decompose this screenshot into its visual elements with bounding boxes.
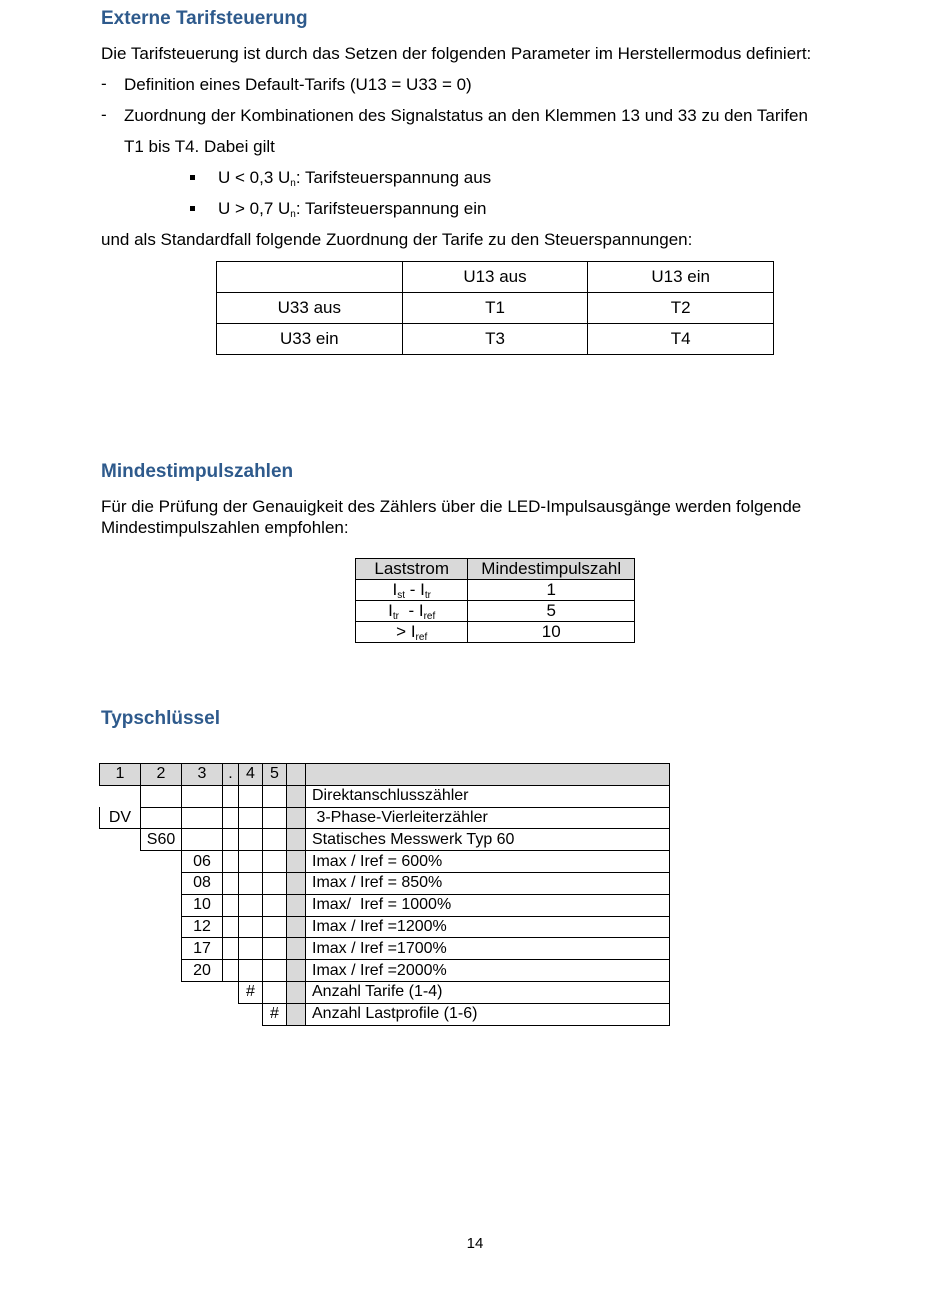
table-row bbox=[356, 601, 635, 622]
type-key-description: Anzahl Lastprofile (1-6) bbox=[306, 1003, 670, 1025]
type-key-cell bbox=[239, 807, 263, 829]
column-header: Laststrom bbox=[356, 559, 468, 580]
table-row bbox=[356, 580, 635, 601]
column-header: Mindestimpulszahl bbox=[468, 559, 635, 580]
column-header: 1 bbox=[100, 764, 141, 786]
list-dash: - bbox=[101, 74, 107, 93]
table-row bbox=[100, 981, 670, 1003]
table-row bbox=[100, 1003, 670, 1025]
type-key-description: Imax / Iref = 850% bbox=[306, 872, 670, 894]
table-header-row bbox=[100, 764, 670, 786]
type-key-description: 3-Phase-Vierleiterzähler bbox=[306, 807, 670, 829]
type-key-cell: 17 bbox=[182, 938, 223, 960]
table-row bbox=[100, 872, 670, 894]
type-key-description: Imax / Iref =1700% bbox=[306, 938, 670, 960]
type-key-description: Imax / Iref = 600% bbox=[306, 851, 670, 873]
voltage-condition-off: U < 0,3 $U_n$: Tarifsteuerspannung aus bbox=[218, 168, 492, 189]
type-key-cell bbox=[141, 807, 182, 829]
table-cell: T4 bbox=[588, 324, 774, 355]
min-pulses-text-line1: Für die Prüfung der Genauigkeit des Zählers über die LED-Impulsausgänge werden folgende bbox=[101, 497, 802, 516]
current-range-cell: $I_{tr} - I_{ref}$ bbox=[356, 601, 468, 622]
type-key-cell bbox=[223, 829, 239, 851]
type-key-cell bbox=[239, 785, 263, 807]
type-key-cell bbox=[182, 785, 223, 807]
pulse-count-cell: 5 bbox=[468, 601, 635, 622]
tariff-outro-text: und als Standardfall folgende Zuordnung der Tarife zu den Steuerspannungen: bbox=[101, 230, 693, 249]
column-header bbox=[306, 764, 670, 786]
table-row bbox=[217, 293, 774, 324]
type-key-cell: S60 bbox=[141, 829, 182, 851]
type-key-cell bbox=[223, 807, 239, 829]
type-key-cell bbox=[100, 829, 141, 851]
type-key-cell bbox=[141, 785, 182, 807]
table-cell: T3 bbox=[402, 324, 588, 355]
column-header: 4 bbox=[239, 764, 263, 786]
table-row bbox=[217, 262, 774, 293]
section-heading-min-pulses: Mindestimpulszahlen bbox=[101, 461, 294, 482]
table-header-row bbox=[356, 559, 635, 580]
type-key-cell bbox=[263, 807, 287, 829]
column-header bbox=[287, 764, 306, 786]
table-cell: U13 ein bbox=[588, 262, 774, 293]
pulse-count-cell: 10 bbox=[468, 622, 635, 643]
section-heading-type-key: Typschlüssel bbox=[101, 708, 220, 729]
type-key-cell: 06 bbox=[182, 851, 223, 873]
type-key-cell bbox=[287, 807, 306, 829]
table-row bbox=[100, 960, 670, 982]
column-header: . bbox=[223, 764, 239, 786]
type-key-description: Statisches Messwerk Typ 60 bbox=[306, 829, 670, 851]
table-cell: U13 aus bbox=[402, 262, 588, 293]
table-cell: T1 bbox=[402, 293, 588, 324]
table-row bbox=[100, 829, 670, 851]
table-cell bbox=[217, 262, 403, 293]
type-key-cell: 12 bbox=[182, 916, 223, 938]
type-key-cell bbox=[239, 829, 263, 851]
table-row bbox=[100, 807, 670, 829]
type-key-cell bbox=[182, 807, 223, 829]
current-range-cell: $I_{st} - I_{tr}$ bbox=[356, 580, 468, 601]
column-header: 3 bbox=[182, 764, 223, 786]
table-cell: T2 bbox=[588, 293, 774, 324]
type-key-cell bbox=[263, 785, 287, 807]
type-key-cell bbox=[287, 785, 306, 807]
page-number: 14 bbox=[466, 1235, 484, 1252]
type-key-cell: DV bbox=[100, 807, 141, 829]
table-row bbox=[100, 938, 670, 960]
table-cell: U33 ein bbox=[217, 324, 403, 355]
type-key-cell: # bbox=[239, 981, 263, 1003]
list-item-assignment-line1: Zuordnung der Kombinationen des Signalstatus an den Klemmen 13 und 33 zu den Tarifen bbox=[124, 106, 808, 125]
type-key-cell bbox=[263, 829, 287, 851]
table-row bbox=[217, 324, 774, 355]
table-cell: U33 aus bbox=[217, 293, 403, 324]
current-range-cell: > $I_{ref}$ bbox=[356, 622, 468, 643]
min-pulses-table bbox=[355, 558, 635, 643]
type-key-description: Imax / Iref =1200% bbox=[306, 916, 670, 938]
column-header: 5 bbox=[263, 764, 287, 786]
list-item-assignment-line2: T1 bis T4. Dabei gilt bbox=[124, 137, 275, 156]
table-row bbox=[356, 622, 635, 643]
tariff-intro-text: Die Tarifsteuerung ist durch das Setzen der folgenden Parameter im Herstellermodus definiert: bbox=[101, 44, 812, 63]
square-bullet-icon bbox=[190, 175, 195, 180]
list-dash: - bbox=[101, 105, 107, 124]
type-key-cell: 10 bbox=[182, 894, 223, 916]
type-key-description: Imax / Iref =2000% bbox=[306, 960, 670, 982]
table-row bbox=[100, 785, 670, 807]
table-row bbox=[100, 851, 670, 873]
type-key-description: Imax/ Iref = 1000% bbox=[306, 894, 670, 916]
type-key-cell bbox=[223, 785, 239, 807]
pulse-count-cell: 1 bbox=[468, 580, 635, 601]
tariff-assignment-table bbox=[216, 261, 774, 355]
type-key-cell bbox=[287, 829, 306, 851]
type-key-cell bbox=[182, 829, 223, 851]
column-header: 2 bbox=[141, 764, 182, 786]
min-pulses-text-line2: Mindestimpulszahlen empfohlen: bbox=[101, 518, 349, 537]
type-key-table bbox=[99, 763, 670, 1026]
type-key-cell bbox=[100, 785, 141, 807]
type-key-cell: 08 bbox=[182, 872, 223, 894]
section-heading-tariff-control: Externe Tarifsteuerung bbox=[101, 8, 308, 29]
type-key-cell: 20 bbox=[182, 960, 223, 982]
list-item-default-tariff: Definition eines Default-Tarifs (U13 = U33 = 0) bbox=[124, 75, 472, 94]
voltage-condition-on: U > 0,7 $U_n$: Tarifsteuerspannung ein bbox=[218, 199, 487, 220]
table-row bbox=[100, 916, 670, 938]
table-row bbox=[100, 894, 670, 916]
square-bullet-icon bbox=[190, 206, 195, 211]
type-key-description: Direktanschlusszähler bbox=[306, 785, 670, 807]
type-key-description: Anzahl Tarife (1-4) bbox=[306, 981, 670, 1003]
type-key-cell: # bbox=[263, 1003, 287, 1025]
